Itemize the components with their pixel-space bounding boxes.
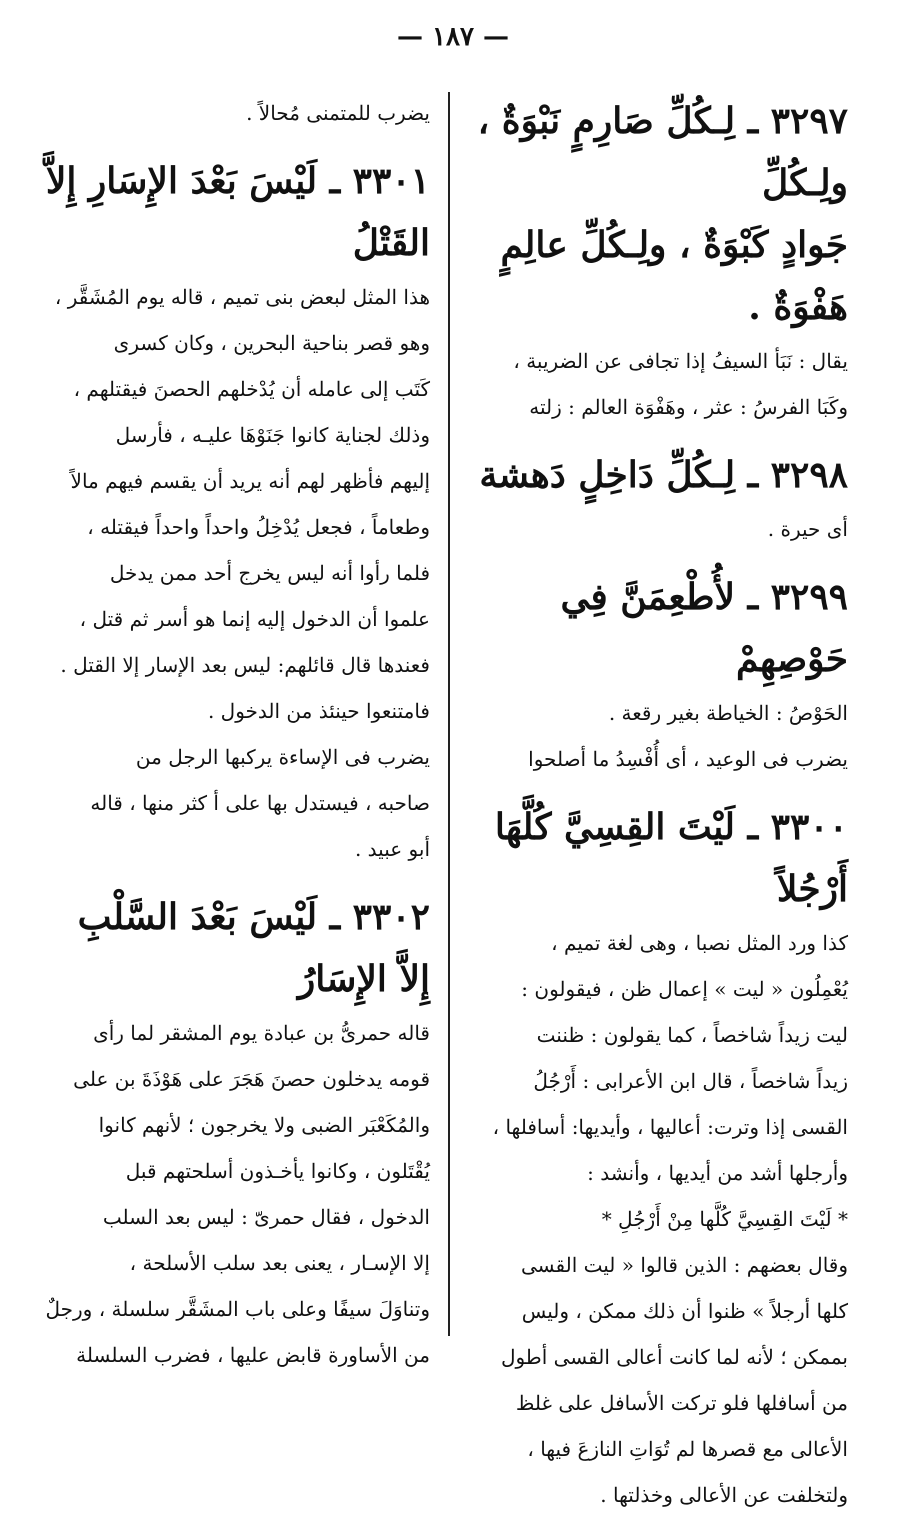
heading-line: ٣٣٠٠ ـ لَيْتَ القِسِيَّ كُلَّهَا أَرْجُلاً	[494, 806, 848, 910]
proverb-heading	[456, 566, 848, 690]
text-line: علموا أن الدخول إليه إنما هو أسر ثم قتل ،	[79, 607, 430, 631]
text-line: والمُكَعْبَر الضبى ولا يخرجون ؛ لأنهم كانوا	[98, 1113, 430, 1137]
proverb-entry	[456, 90, 848, 430]
text-line: فلما رأوا أنه ليس يخرج أحد ممن يدخل	[109, 561, 430, 585]
commentary-paragraph	[456, 736, 848, 782]
text-line: أبو عبيد .	[354, 837, 430, 861]
text-line: بممكن ؛ لأنه لما كانت أعالى القسى أطول	[500, 1345, 848, 1369]
text-line: ليت زيداً شاخصاً ، كما يقولون : ظننت	[536, 1023, 848, 1047]
text-line: يُقْتَلون ، وكانوا يأخـذون أسلحتهم قبل	[125, 1159, 430, 1183]
text-line: إلا الإسـار ، يعنى بعد سلب الأسلحة ،	[129, 1251, 430, 1275]
text-line: يضرب للمتمنى مُحالاً .	[246, 101, 430, 125]
commentary-paragraph	[456, 1242, 848, 1518]
heading-line: جَوادٍ كَبْوَةٌ ، ولِـكُلِّ عالِمٍ	[500, 224, 848, 266]
text-line: وأرجلها أشد من أيديها ، وأنشد :	[587, 1161, 848, 1185]
page-number: — ١٨٧ —	[396, 22, 510, 52]
text-line: الدخول ، فقال حمرىّ : ليس بعد السلب	[102, 1205, 430, 1229]
text-line: هذا المثل لبعض بنى تميم ، قاله يوم المُشَقَّر ،	[54, 285, 430, 309]
proverb-entry	[456, 566, 848, 782]
text-line: الأعالى مع قصرها لم تُوَاتِ النازعَ فيها ،	[527, 1437, 848, 1461]
text-line: كَتَب إلى عامله أن يُدْخلهم الحصنَ فيقتلهم ،	[73, 377, 430, 401]
heading-line: ٣٢٩٨ ـ لِـكُلِّ دَاخِلٍ دَهشة	[479, 454, 848, 496]
text-line: إليهم فأظهر لهم أنه يريد أن يقسم فيهم مالاً	[70, 469, 430, 493]
text-line: أى حيرة .	[767, 517, 848, 541]
heading-line: ٣٢٩٩ ـ لأُطْعِمَنَّ فِي حَوْصِهِمْ	[560, 576, 848, 680]
text-line: وقال بعضهم : الذين قالوا « ليت القسى	[520, 1253, 848, 1277]
heading-line: هَفْوَةٌ .	[748, 286, 848, 328]
commentary-paragraph	[456, 690, 848, 736]
text-line: وذلك لجناية كانوا جَنَوْهَا عليـه ، فأرسل	[115, 423, 430, 447]
text-line: وتناوَلَ سيفًا وعلى باب المشَقَّر سلسلة ، ورجلٌ	[45, 1297, 430, 1321]
commentary-paragraph	[38, 274, 430, 734]
text-line: الحَوْصُ : الخياطة بغير رقعة .	[608, 701, 848, 725]
text-line: فامتنعوا حينئذ من الدخول .	[207, 699, 430, 723]
text-line: القسى إذا وترت: أعاليها ، وأيديها: أسافلها ،	[492, 1115, 848, 1139]
commentary-paragraph	[38, 90, 430, 136]
column-divider	[448, 92, 450, 1336]
commentary-paragraph	[38, 1010, 430, 1378]
heading-line: ٣٢٩٧ ـ لِـكُلِّ صَارِمٍ نَبْوَةٌ ، ولِـكُلِّ	[477, 100, 848, 204]
text-line: صاحبه ، فيستدل بها على أ كثر منها ، قاله	[90, 791, 430, 815]
proverb-entry	[38, 150, 430, 872]
commentary-paragraph	[456, 338, 848, 430]
commentary-paragraph	[456, 506, 848, 552]
left-column	[38, 90, 430, 1392]
text-line: زيداً شاخصاً ، قال ابن الأعرابى : أَرْجُلُ	[533, 1069, 848, 1093]
text-line: يضرب فى الإساءة يركبها الرجل من	[135, 745, 430, 769]
text-line: من الأساورة قابض عليها ، فضرب السلسلة	[76, 1343, 430, 1367]
proverb-heading	[456, 796, 848, 920]
text-line: * لَيْتَ القِسِيَّ كُلَّها مِنْ أَرْجُلِ *	[601, 1207, 848, 1231]
heading-line: ٣٣٠١ ـ لَيْسَ بَعْدَ الإِسَارِ إِلاَّ القَتْلُ	[45, 160, 430, 264]
text-line: وطعاماً ، فجعل يُدْخِلُ واحداً واحداً فيقتله ،	[87, 515, 430, 539]
commentary-paragraph	[456, 920, 848, 1196]
text-line: كلها أرجلاً » ظنوا أن ذلك ممكن ، وليس	[521, 1299, 848, 1323]
heading-line: ٣٣٠٢ ـ لَيْسَ بَعْدَ السَّلْبِ إِلاَّ الإِسَارُ	[77, 896, 430, 1000]
text-line: من أسافلها فلو تركت الأسافل على غلظ	[515, 1391, 848, 1415]
commentary-paragraph	[456, 1196, 848, 1242]
text-line: ولتخلفت عن الأعالى وخذلتها .	[600, 1483, 848, 1507]
proverb-entry	[38, 90, 430, 136]
proverb-entry	[38, 886, 430, 1378]
commentary-paragraph	[38, 734, 430, 872]
text-line: قومه يدخلون حصنَ هَجَرَ على هَوْذَةَ بن على	[73, 1067, 430, 1091]
text-line: يُعْمِلُون « ليت » إعمال ظن ، فيقولون :	[521, 977, 848, 1001]
text-line: يضرب فى الوعيد ، أى أُفْسِدُ ما أصلحوا	[528, 747, 848, 771]
proverb-heading	[38, 886, 430, 1010]
proverb-entry	[456, 796, 848, 1518]
text-line: يقال : نَبَأ السيفُ إذا تجافى عن الضريبة ،	[513, 349, 848, 373]
text-line: قاله حمرىُّ بن عبادة يوم المشقر لما رأى	[93, 1021, 430, 1045]
text-line: كذا ورد المثل نصبا ، وهى لغة تميم ،	[551, 931, 848, 955]
text-line: وكَبَا الفرسُ : عثر ، وهَفْوَة العالم : زلته	[529, 395, 848, 419]
proverb-heading	[456, 90, 848, 338]
proverb-entry	[456, 444, 848, 552]
text-line: وهو قصر بناحية البحرين ، وكان كسرى	[113, 331, 430, 355]
proverb-heading	[38, 150, 430, 274]
text-line: فعندها قال قائلهم: ليس بعد الإسار إلا القتل .	[60, 653, 430, 677]
right-column	[456, 90, 848, 1532]
proverb-heading	[456, 444, 848, 506]
